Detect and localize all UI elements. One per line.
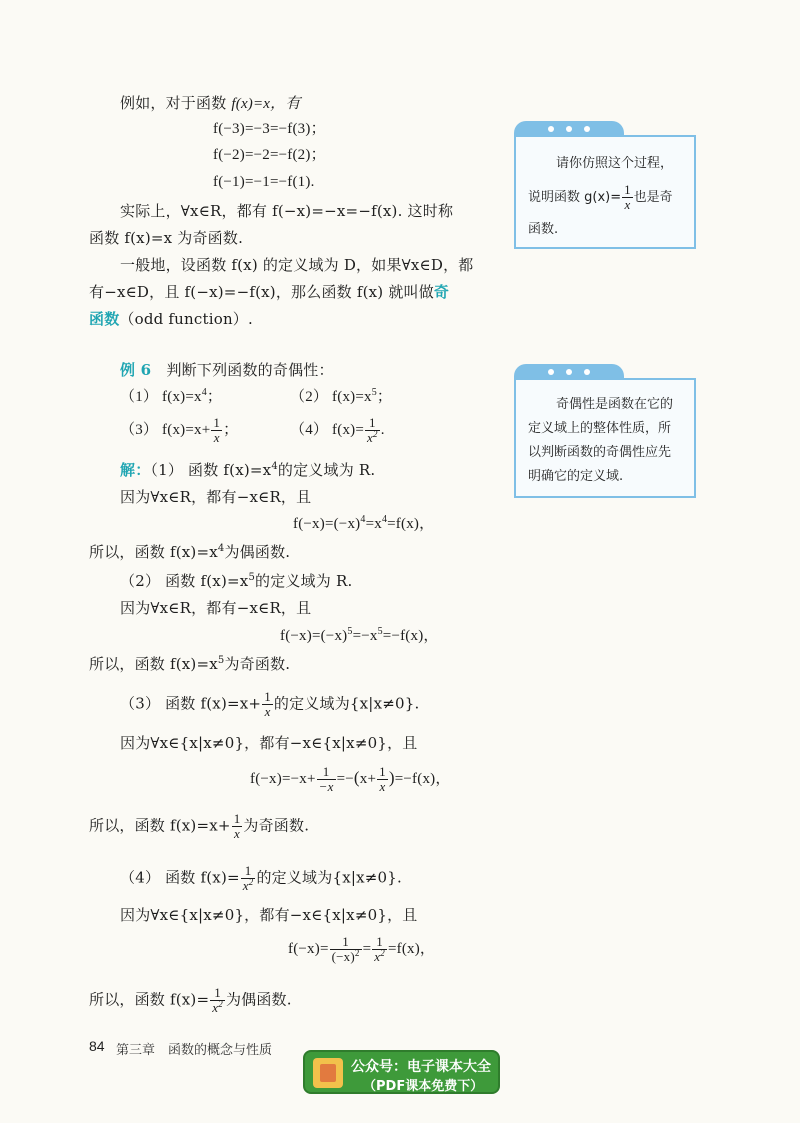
note2-line-4: 明确它的定义域. (528, 469, 624, 484)
intro-paragraph-2c: 函数（odd function）. (89, 310, 253, 328)
solution-1-intro: 解：（1） 函数 $f(x)=x^4$的定义域为 R. (120, 461, 376, 479)
solution-4-equation: f(−x)= $\frac{1}{(-x)^2}$ = $\frac{1}{x^2}$ =f(x)， (288, 934, 436, 964)
solution-1-reason: 因为∀x∈R，都有−x∈R，且 (120, 488, 312, 506)
odd-function-term: 奇 (433, 283, 450, 301)
note1-line-2: 说明函数 g(x)= $\frac{1}{x}$ 也是奇 (528, 182, 673, 212)
question-3: （3） f(x)=x+ $\frac{1}{x}$ ； (120, 415, 239, 445)
dot-icon (566, 369, 572, 375)
solution-2-equation: $f(-x)=(-x)^5=-x^5=-f(x)$， (280, 626, 439, 644)
side-note-2 (514, 378, 696, 498)
solution-2-reason: 因为∀x∈R，都有−x∈R，且 (120, 599, 312, 617)
solution-2-intro: （2） 函数 $f(x)=x^5$的定义域为 R. (120, 572, 353, 590)
dot-icon (566, 126, 572, 132)
solution-4-reason: 因为∀x∈{x|x≠0}，都有−x∈{x|x≠0}，且 (120, 906, 418, 924)
solution-label: 解： (120, 461, 151, 479)
intro-paragraph-2b: 有−x∈D，且 f(−x)=−f(x)，那么函数 f(x) 就叫做奇 (89, 283, 450, 301)
solution-1-conclusion: 所以，函数 $f(x)=x^4$为偶函数. (89, 543, 291, 561)
note-tab (514, 364, 624, 380)
solution-4-intro: （4） 函数 f(x)= $\frac{1}{x^2}$ 的定义域为{x|x≠0}. (120, 863, 402, 893)
dot-icon (584, 126, 590, 132)
badge-line-2: （PDF课本免费下） (363, 1079, 484, 1094)
note2-line-2: 定义域上的整体性质，所 (528, 421, 672, 436)
dot-icon (548, 369, 554, 375)
note2-line-3: 以判断函数的奇偶性应先 (528, 445, 672, 460)
question-1: （1） $f(x)=x^4$； (120, 387, 223, 405)
odd-function-term-end: 函数 (89, 310, 120, 328)
solution-3-reason: 因为∀x∈{x|x≠0}，都有−x∈{x|x≠0}，且 (120, 734, 418, 752)
intro-equation-3: f(−1)=−1=−f(1). (213, 174, 315, 190)
intro-paragraph-1b: 函数 f(x)=x 为奇函数. (89, 229, 244, 247)
note1-line-3: 函数. (528, 222, 559, 237)
example-label: 例 6 (120, 361, 152, 379)
question-2: （2） $f(x)=x^5$； (290, 387, 393, 405)
note1-line-1: 请你仿照这个过程， (556, 156, 674, 171)
solution-1-equation: $f(-x)=(-x)^4=x^4=f(x)$， (293, 514, 435, 532)
intro-lead: 例如，对于函数 f(x)=x，有 (120, 94, 301, 112)
dot-icon (584, 369, 590, 375)
intro-equation-1: f(−3)=−3=−f(3)； (213, 121, 326, 137)
solution-3-intro: （3） 函数 f(x)=x+ $\frac{1}{x}$ 的定义域为{x|x≠0}. (120, 689, 420, 719)
intro-paragraph-1a: 实际上，∀x∈R，都有 f(−x)=−x=−f(x). 这时称 (120, 202, 454, 220)
solution-4-conclusion: 所以，函数 f(x)= $\frac{1}{x^2}$ 为偶函数. (89, 985, 292, 1015)
example-heading: 例 6 判断下列函数的奇偶性： (120, 361, 334, 379)
intro-equation-2: f(−2)=−2=−f(2)； (213, 147, 326, 163)
page-number: 84 (89, 1038, 105, 1054)
badge-line-1: 公众号：电子课本大全 (351, 1059, 491, 1075)
question-4: （4） f(x)= $\frac{1}{x^2}$ . (290, 415, 385, 445)
solution-3-conclusion: 所以，函数 f(x)=x+ $\frac{1}{x}$ 为奇函数. (89, 811, 310, 841)
note2-line-1: 奇偶性是函数在它的 (556, 397, 674, 412)
side-note-1 (514, 135, 696, 249)
solution-3-equation: f(−x)=−x+ $\frac{1}{-x}$ =−(x+ $\frac{1}{x}$ )=−f(x)， (250, 764, 451, 794)
chapter-title: 第三章 函数的概念与性质 (116, 1043, 273, 1058)
note-tab (514, 121, 624, 137)
book-icon (313, 1058, 343, 1088)
solution-2-conclusion: 所以，函数 $f(x)=x^5$为奇函数. (89, 655, 291, 673)
dot-icon (548, 126, 554, 132)
promo-badge (303, 1050, 500, 1094)
intro-paragraph-2a: 一般地，设函数 f(x) 的定义域为 D，如果∀x∈D，都 (120, 256, 474, 274)
